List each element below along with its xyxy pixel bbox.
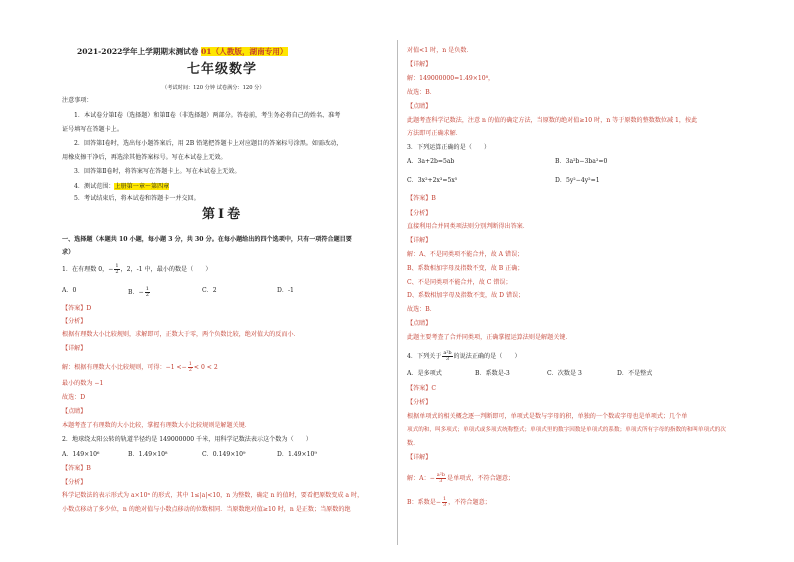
q4-detail-label: 【详解】 — [407, 454, 432, 461]
exam-title-prefix: 2021-2022学年上学期期末测试卷 — [77, 47, 202, 56]
notice-item: 3．回答第Ⅱ卷时，将答案写在答题卡上。写在本试卷上无效。 — [74, 168, 241, 175]
q2-option-b: B．1.49×10⁸ — [128, 451, 168, 458]
exam-meta: （考试时间：120 分钟 试卷满分：120 分） — [162, 85, 265, 91]
q3-answer: 【答案】B — [407, 195, 436, 202]
q1-option-b — [128, 287, 151, 298]
q2-comment-label: 【点睛】 — [407, 103, 432, 110]
q2-option-d: D．1.49×10⁹ — [277, 451, 317, 458]
q1-frac-sign: − — [108, 266, 114, 273]
q2-detail-label: 【详解】 — [407, 61, 432, 68]
q4-detail-b: B：系数是− $\frac{1}{3}$ ，不符合题意； — [407, 496, 491, 508]
q3-detail: 解：A、不是同类项不能合并，故 A 错误； — [407, 251, 524, 258]
q1-frac-den: 2 — [115, 269, 119, 275]
q1-answer: 【答案】D — [62, 305, 92, 312]
q1-comment: 本题考查了有理数的大小比较，掌握有理数大小比较规则是解题关键． — [62, 422, 251, 429]
q1-frac-num: 1 — [115, 263, 119, 269]
q1-analysis-label: 【分析】 — [62, 318, 87, 325]
notice-heading: 注意事项： — [62, 97, 93, 104]
notice-item: 用橡皮擦干净后，再选涂其他答案标号。写在本试卷上无效。 — [62, 154, 227, 161]
q1-detail-sign: − — [181, 364, 187, 371]
q3-option-b: B．3a²b−3ba²=0 — [555, 158, 608, 165]
q1-min: 最小的数为 −1 — [62, 380, 104, 387]
section-title: 第Ⅰ卷 — [202, 207, 244, 222]
q3-comment: 此题主要考查了合并同类项，正确掌握运算法则是解题关键． — [407, 334, 572, 341]
notice-item-scope — [74, 183, 169, 191]
q1-detail-prefix: 解：根据有理数大小比较规则，可得：−1 < — [62, 364, 182, 371]
scope-label: 4．测试范围： — [74, 183, 115, 190]
q4-stem — [407, 351, 521, 362]
q4-detail-b-den: 3 — [442, 502, 447, 508]
q1-detail-label: 【详解】 — [62, 345, 87, 352]
q1-option-b-den: 2 — [145, 292, 149, 298]
q1-stem — [62, 264, 212, 275]
notice-item: 2．回答第Ⅰ卷时，选出每小题答案后，用 2B 铅笔把答题卡上对应题目的答案标号涂黑。如需改动， — [74, 140, 343, 147]
q2-stem: 2．地球绕太阳公转的轨道半径约是 149000000 千米，用科学记数法表示这个数为（ ） — [62, 436, 312, 443]
subject-title: 七年级数学 — [187, 62, 258, 77]
q2-option-c: C．0.149×10⁹ — [202, 451, 246, 458]
notice-item: 1．本试卷分第Ⅰ卷（选择题）和第Ⅱ卷（非选择题）两部分。答卷前，考生务必将自己的姓名、准考 — [74, 112, 341, 119]
q1-option-b-num: 1 — [145, 286, 149, 292]
notice-item: 5．考试结束后，将本试卷和答题卡一并交回。 — [74, 195, 200, 202]
q1-option-d: D．-1 — [277, 287, 294, 294]
q4-option-d: D．不是整式 — [617, 370, 653, 377]
q2-choose: 故选：B． — [407, 89, 436, 96]
q2-comment: 此题考查科学记数法，注意 n 的值的确定方法，当原数的绝对值≥10 时，n 等于原数的整数数位减 1，按此 — [407, 117, 698, 124]
q2-answer: 【答案】B — [62, 465, 91, 472]
q4-detail-a: 解：A：− $\frac{\text{a²b}}{3}$ 是单项式，不符合题意； — [407, 472, 515, 484]
q2-analysis: 小数点移动了多少位，n 的绝对值与小数点移动的位数相同．当原数绝对值≥10 时，n 是正数；当原数的绝 — [62, 506, 351, 513]
q1-comment-label: 【点睛】 — [62, 408, 87, 415]
q3-detail-label: 【详解】 — [407, 237, 432, 244]
q4-answer: 【答案】C — [407, 385, 437, 392]
q1-option-b-sign: − — [138, 289, 144, 296]
q1-stem-prefix: 1．在有理数 0， — [62, 266, 109, 273]
q3-comment-label: 【点睛】 — [407, 320, 432, 327]
q1-option-b-prefix: B． — [128, 289, 139, 296]
q4-frac-den: 3 — [445, 356, 450, 362]
q4-analysis: 项式的和，叫多项式；单项式或多项式统称整式；单项式里的数字因数是单项式的系数；单项式所有字母的指数的和叫单项式的次 — [407, 427, 726, 433]
q4-frac-num: a²b — [443, 350, 452, 356]
column-divider — [397, 40, 398, 545]
q3-detail: B、系数相加字母及指数不变，故 B 正确； — [407, 265, 524, 272]
q1-detail-den: 2 — [188, 367, 192, 373]
q3-option-d: D．5y²−4y²=1 — [555, 177, 600, 184]
q1-stem-suffix: ，2，-1 中，最小的数是（ ） — [120, 266, 212, 273]
q4-analysis: 根据单项式的相关概念逐一判断即可，单项式是数与字母的积，单独的一个数或字母也是单项式；几个单 — [407, 413, 688, 420]
q4-detail-a-den: 3 — [439, 478, 443, 484]
part1-heading-cont: 求） — [62, 249, 75, 256]
q3-analysis: 直接利用合并同类项法则分别判断得出答案． — [407, 223, 529, 230]
q3-option-c: C．3x²+2x³=5x⁵ — [407, 177, 458, 184]
q2-option-a: A．149×10⁶ — [62, 451, 100, 458]
q1-fraction — [114, 264, 119, 275]
q4-option-c: C．次数是 3 — [547, 370, 582, 377]
q4-option-b: B．系数是-3 — [475, 370, 510, 377]
q4-detail-b-fraction — [442, 497, 447, 508]
part1-heading: 一、选择题（本题共 10 小题，每小题 3 分，共 30 分。在每小题给出的四个选项中，只有一项符合题目要 — [62, 236, 352, 243]
q3-choose: 故选：B． — [407, 306, 436, 313]
q1-detail-num: 1 — [188, 361, 192, 367]
q4-detail-b-num: 1 — [442, 496, 447, 502]
q3-detail: C、不是同类项不能合并，故 C 错误； — [407, 279, 512, 286]
q2-comment: 方法即可正确求解． — [407, 130, 462, 137]
q1-choose: 故选：D — [62, 394, 86, 401]
q1-detail — [62, 362, 218, 373]
q1-option-b-fraction — [145, 287, 150, 298]
q3-detail: D、系数相加字母及指数不变，故 D 错误； — [407, 292, 525, 299]
q4-stem-prefix: 4．下列关于 — [407, 353, 442, 360]
notice-item: 证号填写在答题卡上。 — [62, 126, 123, 133]
q1-option-c: C．2 — [202, 287, 217, 294]
q4-detail-a-prefix: 解：A： — [407, 475, 430, 482]
q3-analysis-label: 【分析】 — [407, 210, 432, 217]
scope-highlight: 上册第一章～第四章 — [114, 183, 170, 190]
q4-analysis: 数． — [407, 440, 420, 447]
q4-detail-b-prefix: B：系数是 — [407, 499, 436, 506]
q2-analysis-label: 【分析】 — [62, 479, 87, 486]
exam-title-highlight: 01（人教版，湖南专用） — [201, 47, 288, 56]
q2-detail: 解：149000000=1.49×10⁸， — [407, 75, 495, 82]
q3-stem: 3．下列运算正确的是（ ） — [407, 144, 491, 151]
q4-detail-b-suffix: ，不符合题意； — [448, 499, 491, 506]
q4-stem-suffix: 的说法正确的是（ ） — [453, 353, 521, 360]
q4-detail-a-fraction — [436, 473, 446, 484]
q4-detail-a-suffix: 是单项式，不符合题意； — [446, 475, 515, 482]
q4-analysis-label: 【分析】 — [407, 399, 432, 406]
q2-analysis-cont: 对值<1 时，n 是负数． — [407, 47, 473, 54]
q1-detail-suffix: < 0 < 2 — [193, 364, 218, 371]
q1-detail-fraction — [188, 362, 193, 373]
exam-title — [77, 48, 288, 56]
q4-option-a: A．是多项式 — [407, 370, 442, 377]
q4-detail-a-num: a²b — [436, 472, 445, 478]
q3-option-a: A．3a+2b=5ab — [407, 158, 455, 165]
q1-option-a: A．0 — [62, 287, 77, 294]
q2-analysis: 科学记数法的表示形式为 a×10ⁿ 的形式，其中 1≤|a|<10，n 为整数，确定 n 的值时，要看把原数变成 a 时， — [62, 492, 364, 499]
q1-analysis: 根据有理数大小比较规则，求解即可，正数大于零，两个负数比较，绝对值大的反而小． — [62, 331, 300, 338]
q4-fraction — [442, 351, 452, 362]
